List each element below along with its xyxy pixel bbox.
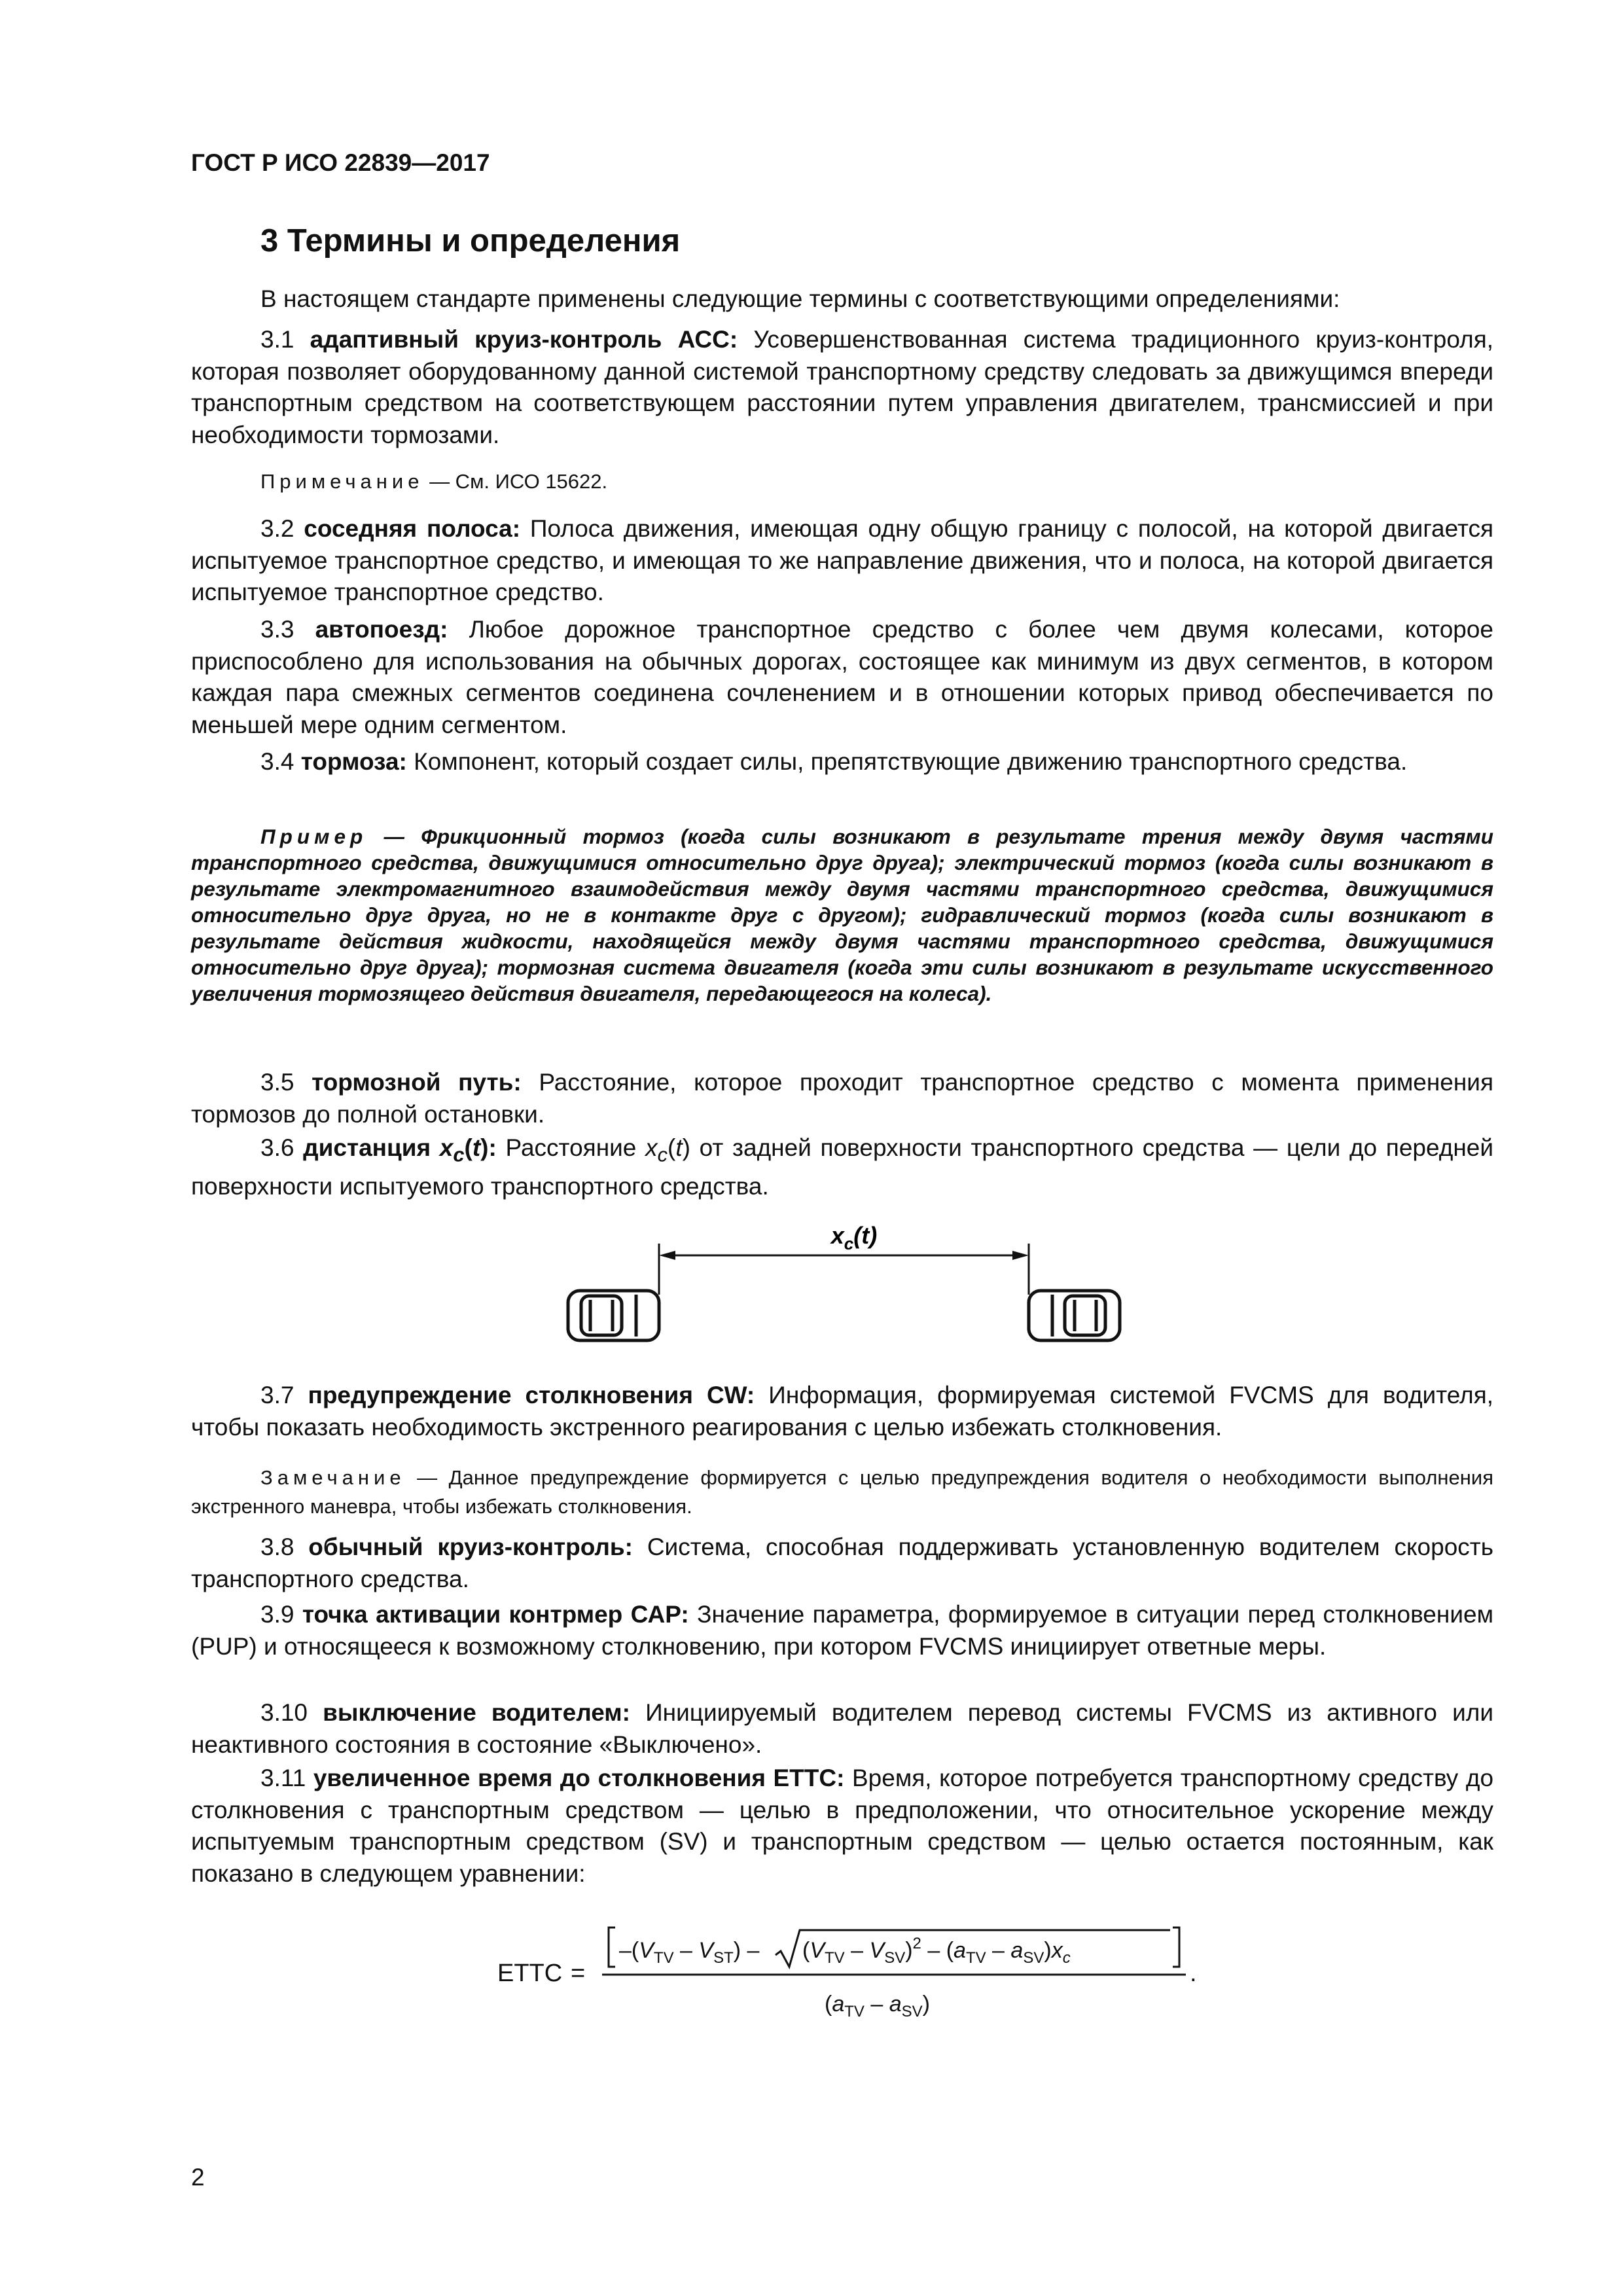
example-label: Пример <box>260 825 368 848</box>
term-number: 3.8 <box>260 1534 294 1560</box>
term-definition: Расстояние, которое проходит транспортное средство с момента применения тормозов до полной остановки. <box>191 1069 1493 1128</box>
svg-text:(VTV – VSV)2 – (aTV – aSV)xc: $(V_{TV} - V_{SV})^2 - (a_{TV} - a_{SV})x_c$ <box>802 1935 1071 1967</box>
sub-tv: TV <box>653 1949 674 1967</box>
example-3-4 <box>191 823 1493 1007</box>
distance-figure <box>563 1217 1132 1348</box>
example-text: — Фрикционный тормоз (когда силы возникают в результате трения между двумя частями транспортного средства, движущимися относительно друг друга); электрический тормоз (когда силы возникают в результате электромагнитного взаимодействия между двумя частями транспортного средства, движущимися относительно друг друга, но не в контакте друг с другом); гидравлический тормоз (когда силы возникают в результате действия жидкости, находящейся между двумя частями транспортного средства, движущимися относительно друг друга); тормозная система двигателя (когда эти силы возникают в результате искусственного увеличения тормозящего действия двигателя, передающегося на колеса). <box>191 825 1493 1005</box>
page-number: 2 <box>191 2164 205 2191</box>
term-3-6: 3.6 дистанция $x_c(t)$: Расстояние $x_c(t)$ от задней поверхности транспортного средства — цели до передней поверхности испытуемого транспортного средства. <box>191 1134 1494 1200</box>
sub-c: c <box>1062 1949 1071 1967</box>
note-text: — См. ИСО 15622. <box>429 470 608 493</box>
term-3-11 <box>191 1763 1493 1890</box>
denominator-text <box>825 1992 930 2020</box>
term-3-2 <box>191 513 1493 609</box>
term-name: дистанция $x_c(t)$: <box>303 1134 497 1166</box>
term-name: увеличенное время до столкновения ЕТТС: <box>313 1765 845 1791</box>
term-3-1 <box>191 324 1493 451</box>
term-name: автопоезд: <box>315 616 448 643</box>
term-number: 3.5 <box>260 1069 294 1096</box>
term-definition: Любое дорожное транспортное средство с более чем двумя колесами, которое приспособлено для использования на обычных дорогах, состоящее как минимум из двух сегментов, в котором каждая пара смежных сегментов соединена сочленением и в отношении которых привод обеспечивается по меньшей мере одним сегментом. <box>191 616 1494 738</box>
term-definition-post: от задней поверхности транспортного средства — цели до передней поверхности испытуемого транспортного средства. <box>191 1134 1494 1200</box>
subject-vehicle-icon <box>1029 1291 1120 1340</box>
term-number: 3.6 <box>260 1134 294 1161</box>
svg-text:(aTV – aSV): $(a_{TV} - a_{SV})$ <box>825 1992 930 2020</box>
term-name-text: дистанция <box>303 1134 431 1161</box>
equals-sign: = <box>571 1960 586 1987</box>
term-number: 3.1 <box>260 326 294 353</box>
distance-label-sub: c <box>844 1234 854 1253</box>
term-definition: Усовершенствованная система традиционного круиз-контроля, которая позволяет оборудованному данной системой транспортному средству следовать за движущимся впереди транспортным средством на соответствующем расстоянии путем управления двигателем, трансмиссией и при необходимости тормозами. <box>191 326 1494 448</box>
sub-st: ST <box>713 1949 734 1967</box>
numerator-text <box>619 1935 1071 1967</box>
term-definition: Инициируемый водителем перевод системы FVCMS из активного или неактивного состояния в состояние «Выключено». <box>191 1699 1494 1758</box>
term-name: тормоза: <box>300 748 407 775</box>
note-text: — Данное предупреждение формируется с целью предупреждения водителя о необходимости выполнения экстренного маневра, чтобы избежать столкновения. <box>191 1466 1493 1518</box>
term-3-8 <box>191 1532 1493 1595</box>
term-3-9 <box>191 1599 1493 1662</box>
term-3-7 <box>191 1380 1493 1443</box>
term-definition: Система, способная поддерживать установленную водителем скорость транспортного средства. <box>191 1534 1494 1592</box>
term-number: 3.4 <box>260 748 294 775</box>
note-3-1 <box>191 467 1493 496</box>
svg-text:xc(t): $x_c(t)$ <box>830 1222 878 1253</box>
subscript-c: c <box>657 1143 668 1166</box>
svg-text:–(VTV – VST) –: $-(V_{TV} - V_{ST})$ – <box>619 1938 760 1967</box>
term-3-3 <box>191 614 1493 741</box>
standard-header: ГОСТ Р ИСО 22839—2017 <box>191 149 490 176</box>
term-number: 3.7 <box>260 1382 294 1408</box>
note-label: Замечание <box>260 1466 406 1489</box>
sub-tv: TV <box>825 1949 845 1967</box>
term-3-10 <box>191 1697 1493 1761</box>
term-number: 3.2 <box>260 515 294 542</box>
term-definition: Полоса движения, имеющая одну общую границу с полосой, на которой двигается испытуемое транспортное средство, и имеющая то же направление движения, что и полоса, на которой двигается испытуемое транспортное средство. <box>191 515 1494 605</box>
term-definition: Информация, формируемая системой FVCMS для водителя, чтобы показать необходимость экстренного реагирования с целью избежать столкновения. <box>191 1382 1494 1441</box>
term-definition: Компонент, который создает силы, препятствующие движению транспортного средства. <box>414 748 1408 775</box>
formula-lhs: ETTC <box>497 1960 563 1987</box>
term-name: обычный круиз-контроль: <box>308 1534 633 1560</box>
subscript-c: c <box>453 1143 465 1166</box>
term-definition: Время, которое потребуется транспортному средству до столкновения с транспортным средством — целью в предположении, что относительное ускорение между испытуемым транспортным средством (SV) и транспортным средством — целью остается постоянным, как показано в следующем уравнении: <box>191 1765 1494 1887</box>
term-name: выключение водителем: <box>323 1699 630 1726</box>
note-label: Примечание <box>260 470 424 493</box>
sub-tv: TV <box>844 2003 865 2020</box>
term-name: адаптивный круиз-контроль АСС: <box>310 326 738 353</box>
sub-sv: SV <box>1023 1949 1044 1967</box>
term-definition: Значение параметра, формируемое в ситуации перед столкновением (PUP) и относящееся к возможному столкновению, при котором FVCMS инициирует ответные меры. <box>191 1601 1494 1660</box>
sub-sv: SV <box>884 1949 906 1967</box>
sub-tv: TV <box>965 1949 986 1967</box>
term-number: 3.11 <box>260 1765 306 1791</box>
term-name: соседняя полоса: <box>304 515 521 542</box>
ettc-formula <box>484 1921 1230 2032</box>
term-name: точка активации контрмер САР: <box>302 1601 689 1628</box>
term-number: 3.3 <box>260 616 294 643</box>
term-3-5 <box>191 1067 1493 1130</box>
note-3-7 <box>191 1463 1493 1521</box>
term-number: 3.9 <box>260 1601 294 1628</box>
distance-label <box>830 1222 877 1253</box>
formula-period: . <box>1190 1960 1197 1987</box>
term-3-4 <box>191 746 1493 778</box>
section-title: 3 Термины и определения <box>260 223 681 259</box>
term-number: 3.10 <box>260 1699 308 1726</box>
term-name: предупреждение столкновения CW: <box>308 1382 755 1408</box>
sub-sv: SV <box>901 2003 923 2020</box>
term-name: тормозной путь: <box>312 1069 522 1096</box>
target-vehicle-icon <box>568 1291 659 1340</box>
section-intro: В настоящем стандарте применены следующие термины с соответствующими определениями: <box>260 285 1340 312</box>
term-definition-pre: Расстояние <box>505 1134 637 1161</box>
